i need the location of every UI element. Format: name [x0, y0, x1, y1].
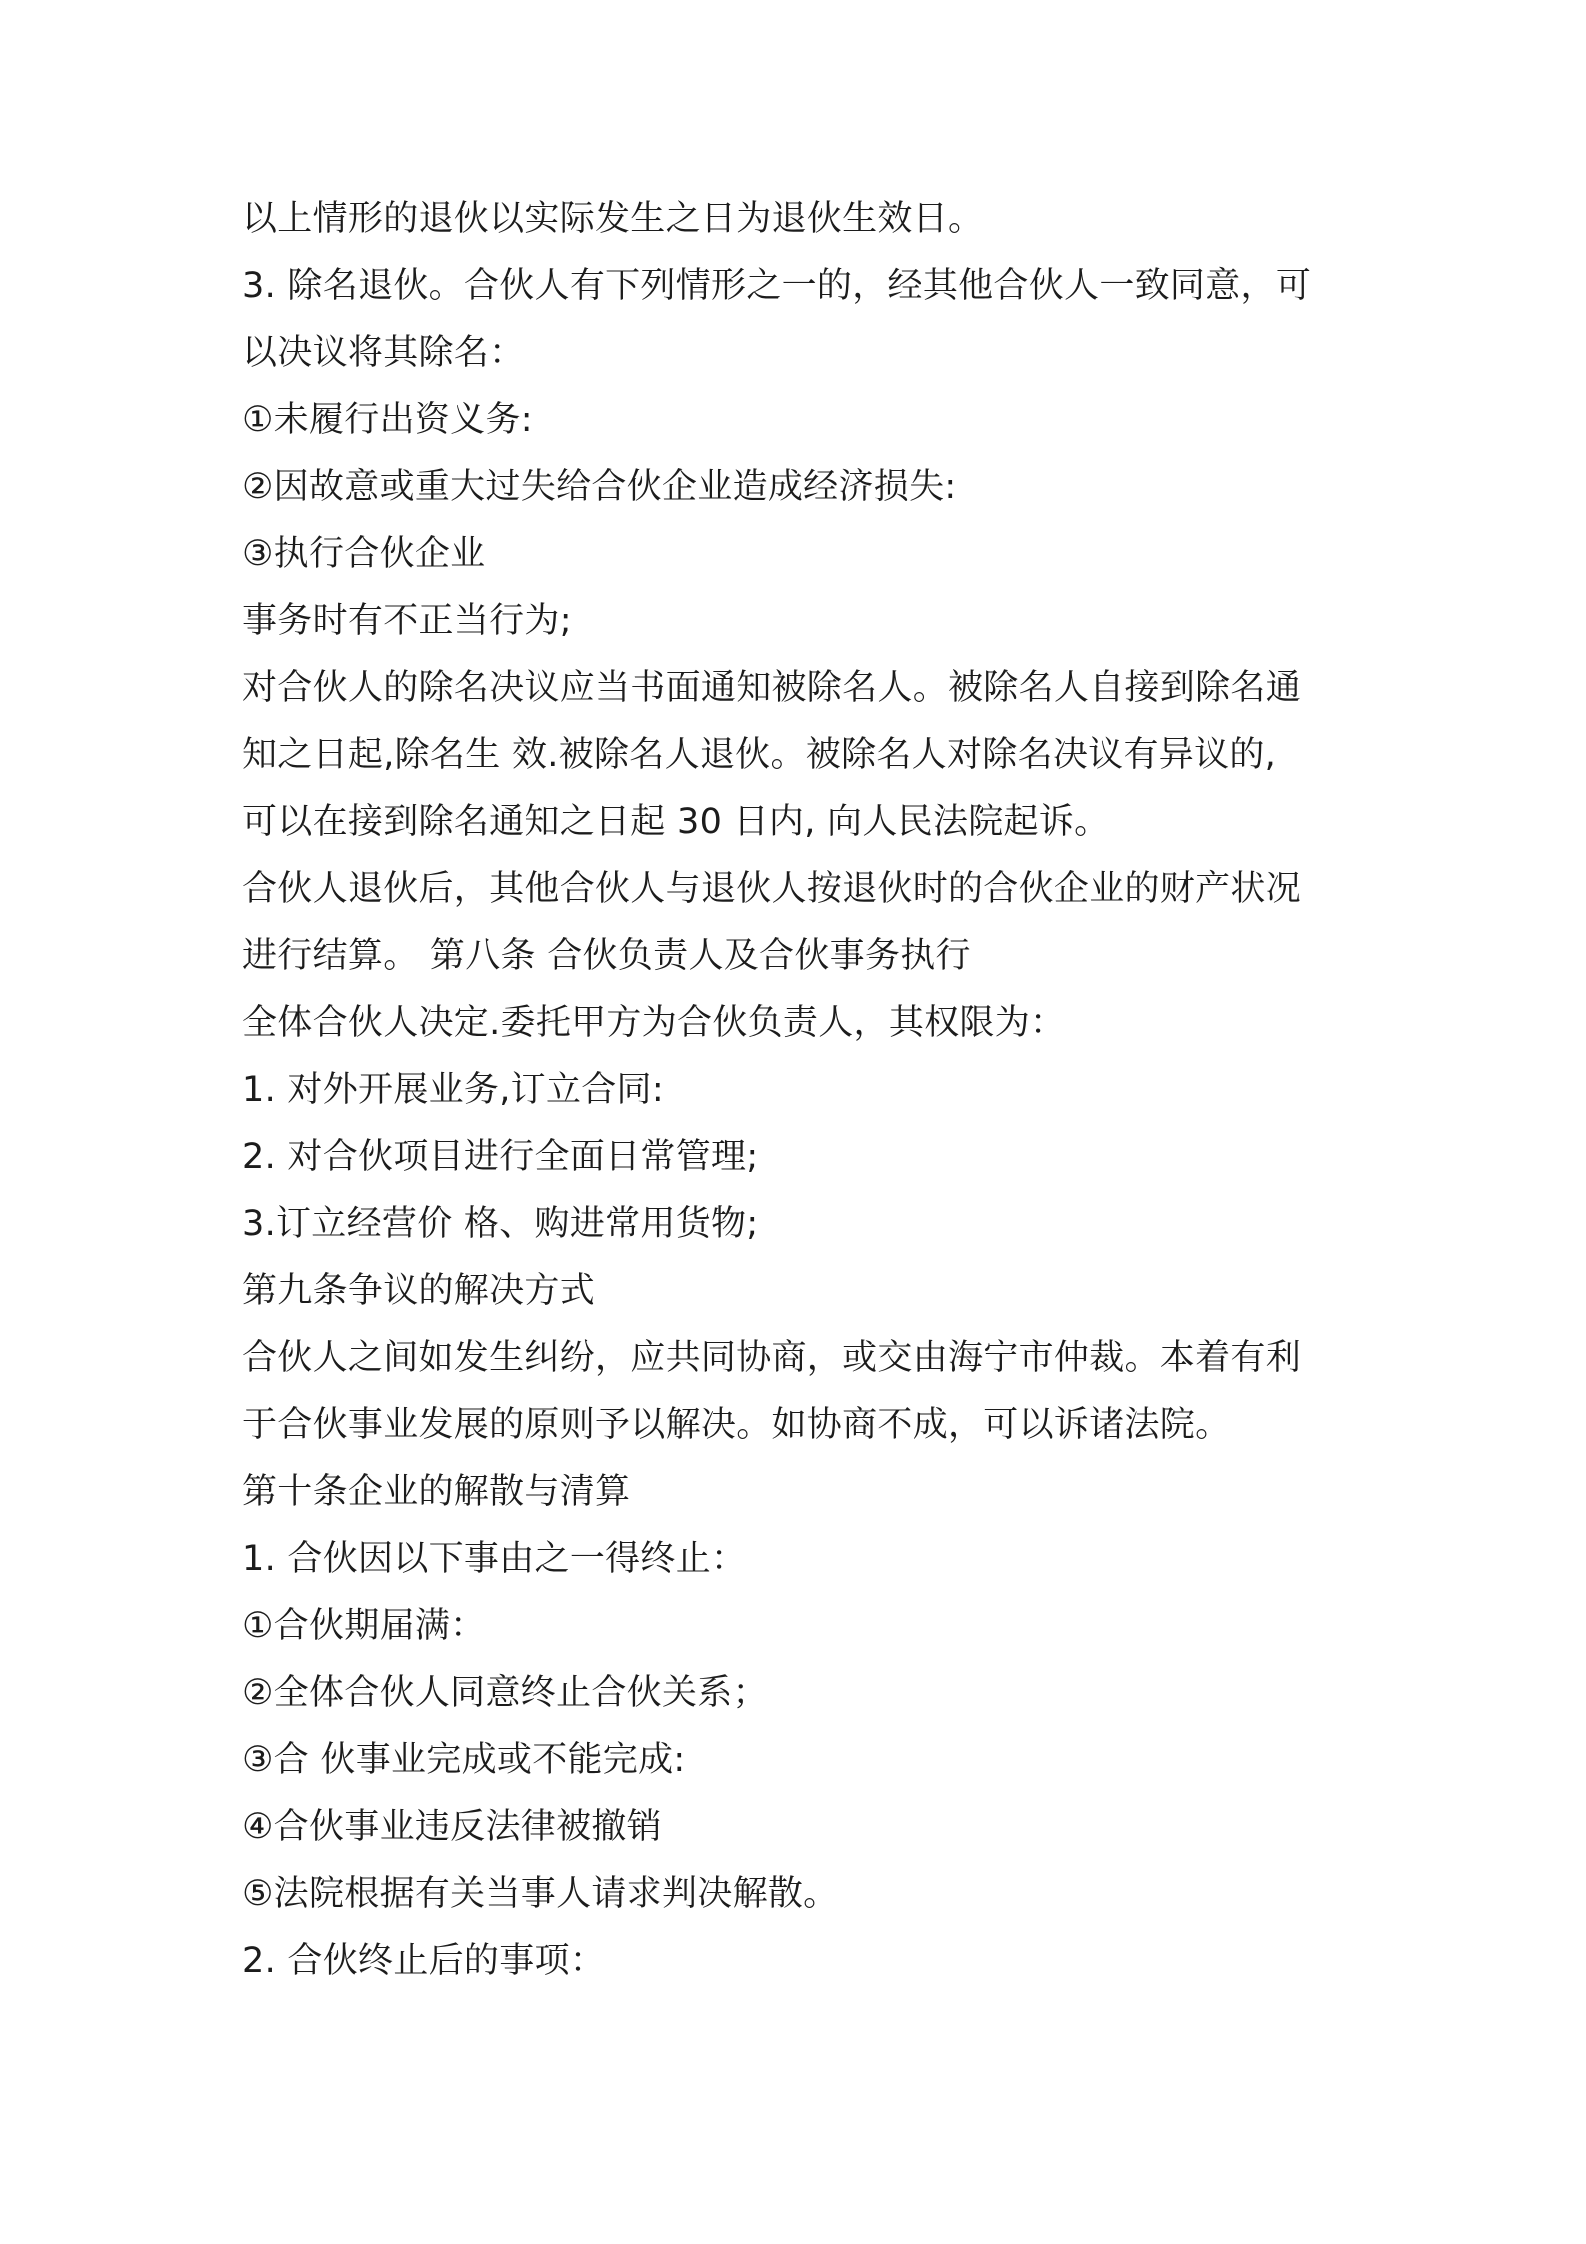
- text-line: ③合 伙事业完成或不能完成:: [242, 1740, 686, 1780]
- text-line: 3.订立经营价 格、购进常用货物;: [242, 1204, 759, 1244]
- text-line: ②因故意或重大过失给合伙企业造成经济损失:: [242, 467, 957, 507]
- text-line: 知之日起,除名生 效.被除名人退伙。被除名人对除名决议有异议的,: [242, 735, 1277, 775]
- text-line: ④合伙事业违反法律被撤销: [242, 1807, 662, 1847]
- text-line: 1. 合伙因以下事由之一得终止：: [242, 1539, 747, 1579]
- text-line: ①合伙期届满：: [242, 1606, 486, 1646]
- text-line: 于合伙事业发展的原则予以解决。如协商不成，可以诉诸法院。: [242, 1405, 1231, 1445]
- text-line: 以上情形的退伙以实际发生之日为退伙生效日。: [242, 199, 984, 239]
- text-line: 可以在接到除名通知之日起 30 日内, 向人民法院起诉。: [242, 802, 1110, 842]
- text-line: 全体合伙人决定.委托甲方为合伙负责人，其权限为：: [242, 1003, 1066, 1043]
- text-line: ③执行合伙企业: [242, 534, 486, 574]
- text-line: 合伙人退伙后，其他合伙人与退伙人按退伙时的合伙企业的财产状况: [242, 869, 1302, 909]
- text-line: 3. 除名退伙。合伙人有下列情形之一的，经其他合伙人一致同意，可: [242, 266, 1312, 306]
- text-line: ⑤法院根据有关当事人请求判决解散。: [242, 1874, 839, 1914]
- text-line: ①未履行出资义务:: [242, 400, 533, 440]
- section-heading: 第十条企业的解散与清算: [242, 1472, 631, 1512]
- document-body: [242, 186, 1362, 1995]
- text-line: 1. 对外开展业务,订立合同:: [242, 1070, 664, 1110]
- text-line: 以决议将其除名：: [242, 333, 525, 373]
- text-line: 对合伙人的除名决议应当书面通知被除名人。被除名人自接到除名通: [242, 668, 1302, 708]
- text-line: ②全体合伙人同意终止合伙关系；: [242, 1673, 768, 1713]
- text-line: 合伙人之间如发生纠纷，应共同协商，或交由海宁市仲裁。本着有利: [242, 1338, 1302, 1378]
- text-line: 进行结算。 第八条 合伙负责人及合伙事务执行: [242, 936, 971, 976]
- text-line: 2. 合伙终止后的事项：: [242, 1941, 606, 1981]
- text-line: 事务时有不正当行为;: [242, 601, 572, 641]
- text-line: 2. 对合伙项目进行全面日常管理;: [242, 1137, 759, 1177]
- section-heading: 第九条争议的解决方式: [242, 1271, 596, 1311]
